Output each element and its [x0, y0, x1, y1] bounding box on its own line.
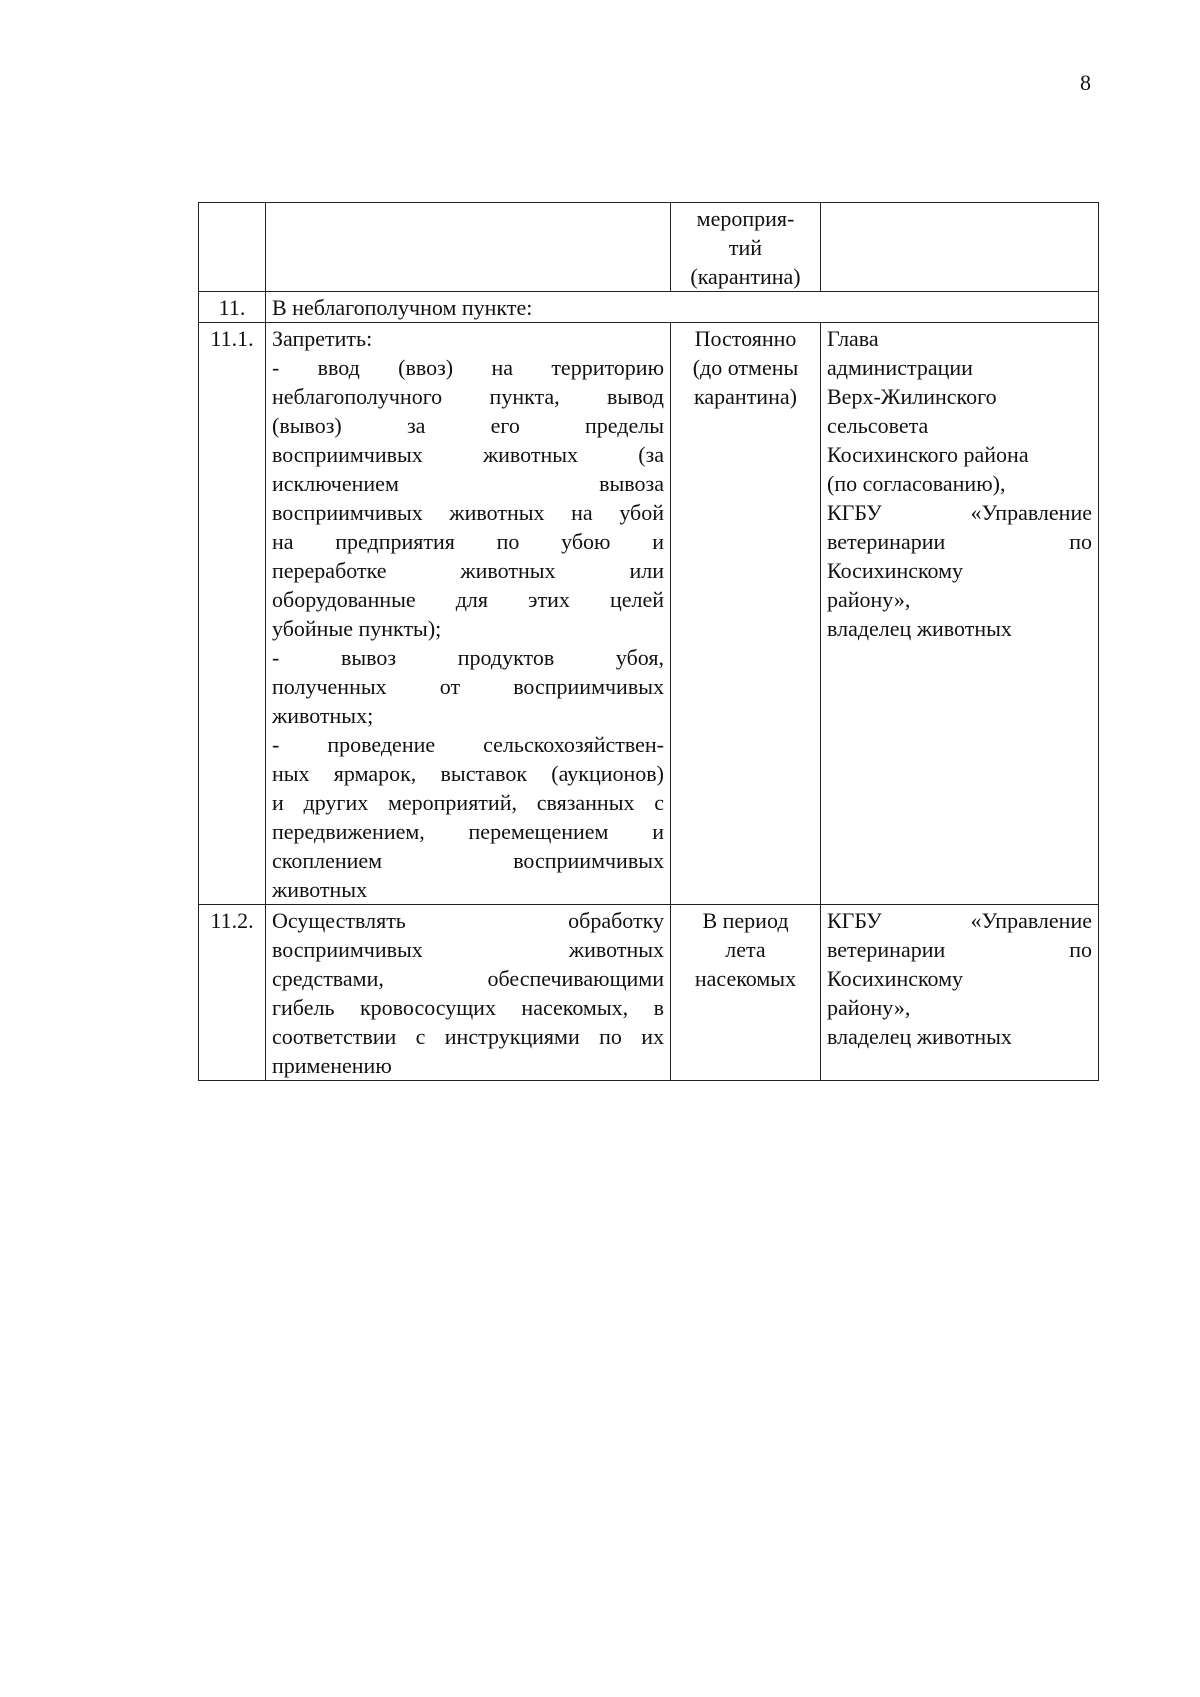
- table-row-section-11: [199, 292, 1099, 323]
- text-line: восприимчивых животных на убой: [272, 500, 664, 525]
- cell-measure-text: [266, 905, 671, 1081]
- text-line: Осуществлять обработку: [272, 908, 664, 933]
- cell-term-continuation: [671, 203, 821, 292]
- measures-table: [198, 202, 1099, 1081]
- table-row-11-1: [199, 323, 1099, 905]
- text-line: на предприятия по убою и: [272, 529, 664, 554]
- row-number: 11.2.: [199, 905, 266, 1081]
- resp-line: (по согласованию),: [827, 471, 1006, 496]
- text-line: средствами, обеспечивающими: [272, 966, 664, 991]
- text-line: переработке животных или: [272, 558, 664, 583]
- text-line: оборудованные для этих целей: [272, 587, 664, 612]
- term-line: (до отмены: [692, 355, 799, 380]
- text-line: исключением вывоза: [272, 471, 664, 496]
- resp-line: району»,: [827, 995, 911, 1020]
- cell-term: [671, 905, 821, 1081]
- text-line: неблагополучного пункта, вывод: [272, 384, 664, 409]
- cell-text-empty: [266, 203, 671, 292]
- section-number: 11.: [199, 292, 266, 323]
- text-line: скоплением восприимчивых: [272, 848, 664, 873]
- resp-line: владелец животных: [827, 1024, 1012, 1049]
- term-line: мероприя-: [696, 206, 795, 231]
- table-row-11-2: [199, 905, 1099, 1081]
- section-title: В неблагополучном пункте:: [266, 292, 1099, 323]
- cell-responsible: [821, 905, 1099, 1081]
- resp-line: владелец животных: [827, 616, 1012, 641]
- resp-line: сельсовета: [827, 413, 929, 438]
- resp-line: администрации: [827, 355, 973, 380]
- text-line: соответствии с инструкциями по их: [272, 1024, 664, 1049]
- cell-term: [671, 323, 821, 905]
- text-line: передвижением, перемещением и: [272, 819, 664, 844]
- term-line: тий: [728, 235, 763, 260]
- page-number: 8: [1080, 70, 1091, 95]
- cell-resp-empty: [821, 203, 1099, 292]
- text-line: убойные пункты);: [272, 616, 442, 641]
- term-line: Постоянно: [694, 326, 797, 351]
- text-line: полученных от восприимчивых: [272, 674, 664, 699]
- text-line: - проведение сельскохозяйствен-: [272, 732, 664, 757]
- text-line: - ввод (ввоз) на территорию: [272, 355, 664, 380]
- resp-line: Косихинского района: [827, 442, 1029, 467]
- text-line: Запретить:: [272, 326, 373, 351]
- text-line: (вывоз) за его пределы: [272, 413, 664, 438]
- text-line: применению: [272, 1053, 392, 1078]
- cell-measure-text: [266, 323, 671, 905]
- resp-line: КГБУ «Управление: [827, 908, 1092, 933]
- text-line: - вывоз продуктов убоя,: [272, 645, 664, 670]
- cell-num-empty: [199, 203, 266, 292]
- term-line: лета: [725, 937, 766, 962]
- text-line: гибель кровососущих насекомых, в: [272, 995, 664, 1020]
- cell-responsible: [821, 323, 1099, 905]
- resp-line: Косихинскому: [827, 558, 964, 583]
- table-row-continuation: [199, 203, 1099, 292]
- term-line: карантина): [694, 384, 797, 409]
- resp-line: Глава: [827, 326, 879, 351]
- row-number: 11.1.: [199, 323, 266, 905]
- resp-line: ветеринарии по: [827, 529, 1092, 554]
- term-line: В период: [702, 908, 789, 933]
- resp-line: Верх-Жилинского: [827, 384, 997, 409]
- resp-line: ветеринарии по: [827, 937, 1092, 962]
- term-line: (карантина): [690, 264, 801, 289]
- text-line: животных;: [272, 703, 374, 728]
- resp-line: району»,: [827, 587, 911, 612]
- text-line: и других мероприятий, связанных с: [272, 790, 664, 815]
- term-line: насекомых: [694, 966, 797, 991]
- text-line: восприимчивых животных (за: [272, 442, 664, 467]
- text-line: животных: [272, 877, 368, 902]
- resp-line: Косихинскому: [827, 966, 964, 991]
- text-line: ных ярмарок, выставок (аукционов): [272, 761, 664, 786]
- text-line: восприимчивых животных: [272, 937, 664, 962]
- resp-line: КГБУ «Управление: [827, 500, 1092, 525]
